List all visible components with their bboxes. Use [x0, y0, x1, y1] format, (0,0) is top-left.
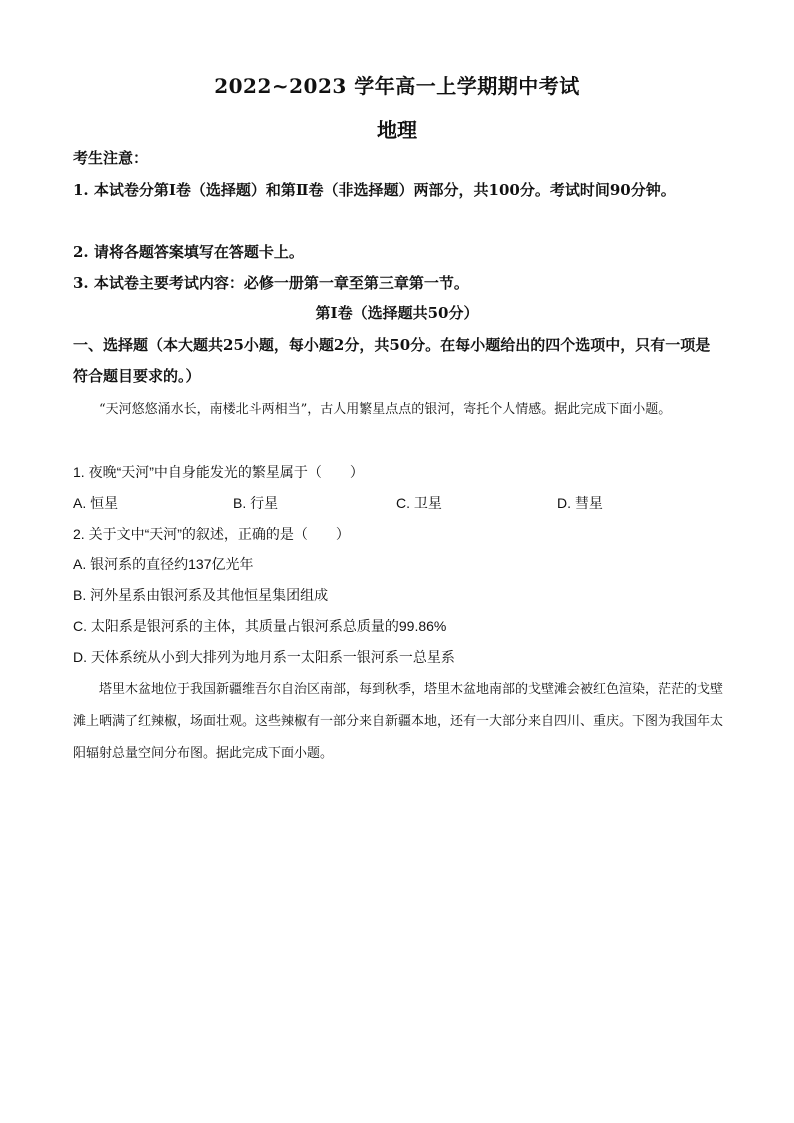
question-1-option-c: C. 卫星 [396, 495, 442, 511]
note-item-1: 1. 本试卷分第Ⅰ卷（选择题）和第Ⅱ卷（非选择题）两部分，共100分。考试时间90分钟。 [73, 181, 676, 199]
exam-title: 2022~2023 学年高一上学期期中考试 [214, 74, 580, 98]
note-item-2: 2. 请将各题答案填写在答题卡上。 [73, 243, 304, 261]
reading-passage-2: 塔里木盆地位于我国新疆维吾尔自治区南部，每到秋季，塔里木盆地南部的戈壁滩会被红色渲染，茫茫的戈壁滩上晒满了红辣椒，场面壮观。这些辣椒有一部分来自新疆本地，还有一大部分来自四川、重庆。下图为我国年太阳辐射总量空间分布图。据此完成下面小题。 [73, 682, 724, 761]
section-heading: 一、选择题（本大题共25小题，每小题2分，共50分。在每小题给出的四个选项中，只有一项是符合题目要求的。） [73, 336, 711, 385]
note-item-3: 3. 本试卷主要考试内容：必修一册第一章至第三章第一节。 [73, 274, 469, 292]
notes-heading: 考生注意： [73, 149, 149, 167]
reading-passage-1: “天河悠悠涌水长，南楼北斗两相当”，古人用繁星点点的银河，寄托个人情感。据此完成下面小题。 [99, 402, 672, 417]
exam-subject: 地理 [377, 118, 417, 142]
question-2-option-d: D. 天体系统从小到大排列为地月系一太阳系一银河系一总星系 [73, 649, 455, 665]
question-1-option-d: D. 彗星 [557, 495, 603, 511]
question-2-option-c: C. 太阳系是银河系的主体，其质量占银河系总质量的99.86% [73, 618, 447, 634]
part-title: 第Ⅰ卷（选择题共50分） [315, 304, 479, 322]
question-1-option-a: A. 恒星 [73, 495, 119, 511]
question-1-option-b: B. 行星 [233, 495, 279, 511]
question-2-option-a: A. 银河系的直径约137亿光年 [73, 556, 254, 572]
question-2-option-b: B. 河外星系由银河系及其他恒星集团组成 [73, 587, 329, 603]
question-1-options [73, 488, 723, 519]
question-2-stem: 2. 关于文中“天河”的叙述，正确的是（ ） [73, 526, 350, 542]
question-1-stem: 1. 夜晚“天河”中自身能发光的繁星属于（ ） [73, 464, 364, 480]
